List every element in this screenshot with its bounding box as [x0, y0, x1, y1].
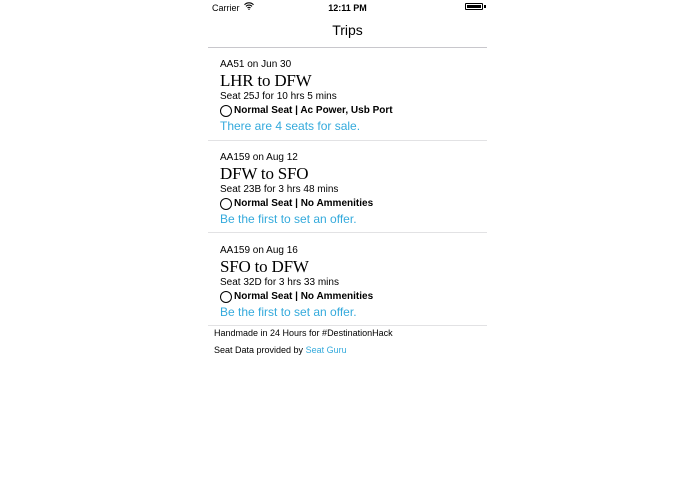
amenities-label: Normal Seat | No Ammenities — [234, 198, 374, 209]
route-title: DFW to SFO — [220, 164, 309, 183]
page-title: Trips — [332, 22, 363, 38]
battery-tip — [484, 5, 486, 8]
row-divider — [208, 140, 487, 141]
trip-row[interactable] — [220, 58, 487, 134]
seat-circle-icon — [220, 105, 232, 117]
carrier-label: Carrier — [212, 3, 240, 13]
offer-link[interactable]: Be the first to set an offer. — [220, 305, 357, 319]
handmade-note: Handmade in 24 Hours for #DestinationHack — [214, 328, 393, 338]
battery-icon — [465, 3, 483, 10]
seat-data-credit — [214, 345, 347, 355]
route-title: SFO to DFW — [220, 257, 309, 276]
seat-info: Seat 25J for 10 hrs 5 mins — [220, 91, 337, 102]
clock: 12:11 PM — [328, 3, 367, 13]
amenities-label: Normal Seat | No Ammenities — [234, 291, 374, 302]
seat-data-prefix: Seat Data provided by — [214, 345, 304, 355]
route-title: LHR to DFW — [220, 71, 312, 90]
flight-info: AA159 on Aug 12 — [220, 152, 298, 163]
status-bar — [208, 0, 487, 16]
flight-info: AA159 on Aug 16 — [220, 245, 298, 256]
seat-circle-icon — [220, 198, 232, 210]
row-divider — [208, 232, 487, 233]
offer-link[interactable]: Be the first to set an offer. — [220, 212, 357, 226]
amenities-row — [220, 289, 487, 304]
row-divider — [208, 325, 487, 326]
phone-screen — [208, 0, 487, 494]
amenities-row — [220, 196, 487, 211]
flight-info: AA51 on Jun 30 — [220, 59, 292, 70]
trip-row[interactable] — [220, 151, 487, 227]
nav-divider — [208, 47, 487, 48]
trip-row[interactable] — [220, 244, 487, 320]
seat-guru-link[interactable]: Seat Guru — [305, 345, 347, 355]
offer-link[interactable]: There are 4 seats for sale. — [220, 119, 361, 133]
amenities-row — [220, 103, 487, 118]
seat-circle-icon — [220, 291, 232, 303]
seat-info: Seat 32D for 3 hrs 33 mins — [220, 277, 339, 288]
seat-info: Seat 23B for 3 hrs 48 mins — [220, 184, 339, 195]
amenities-label: Normal Seat | Ac Power, Usb Port — [234, 105, 393, 116]
